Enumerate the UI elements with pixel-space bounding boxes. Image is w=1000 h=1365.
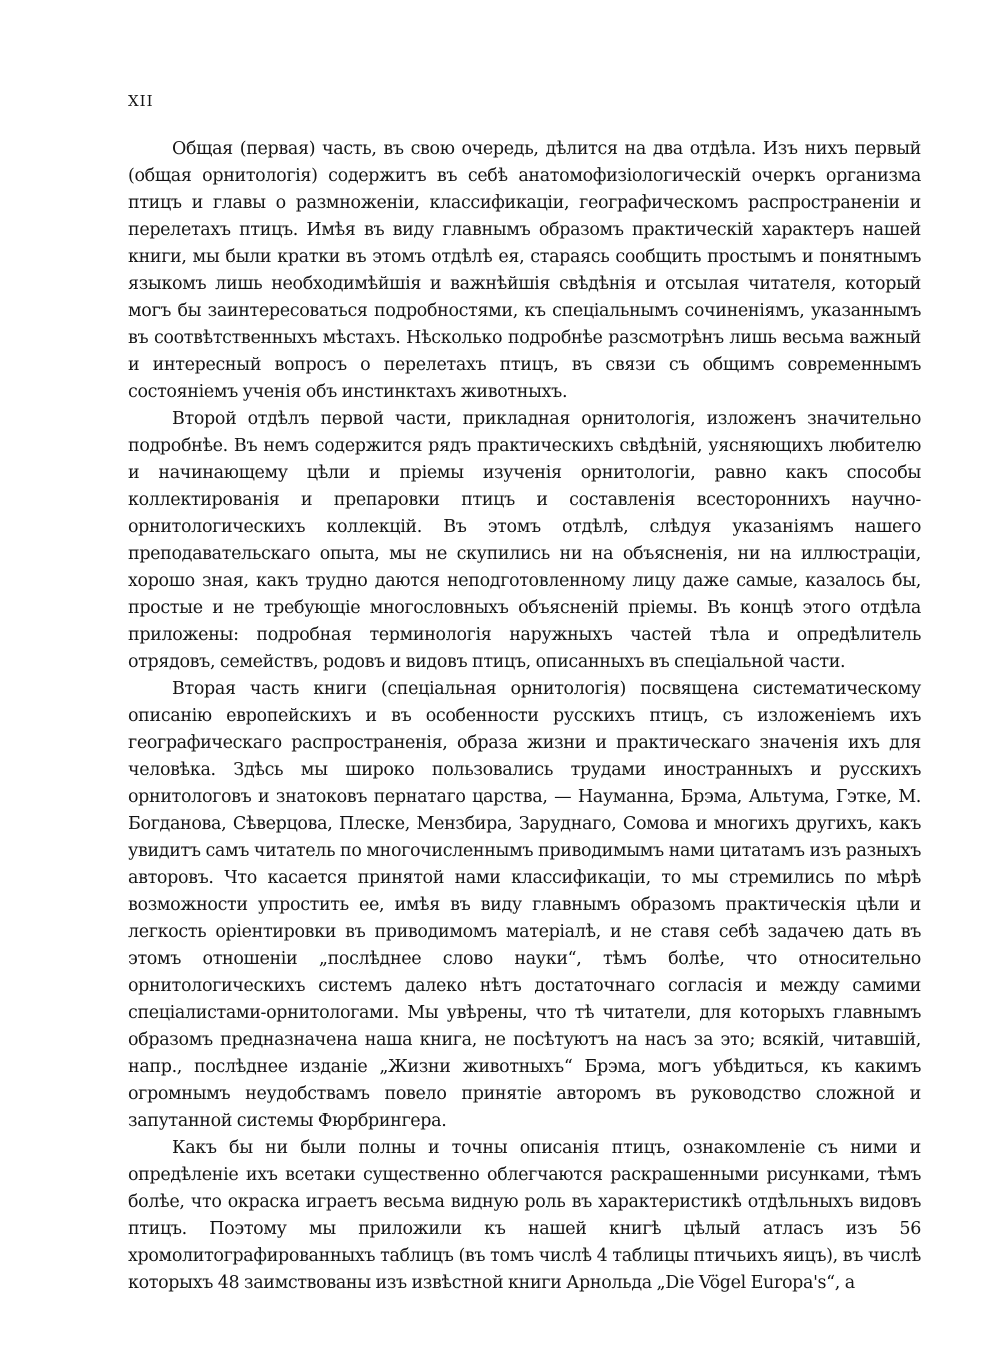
paragraph: Второй отдѣлъ первой части, прикладная орнитологія, изложенъ значительно подробнѣе. Въ немъ содержится рядъ практическихъ свѣдѣній, уясняющихъ любителю и начинающему цѣли и пріемы изученія орнитологіи, равно какъ способы коллектированія и препаровки птицъ и составленія всестороннихъ научно-орнитологическихъ коллекцій. Въ этомъ отдѣлѣ, слѣдуя указаніямъ нашего преподавательскаго опыта, мы не скупились ни на объясненія, ни на иллюстраціи, хорошо зная, какъ трудно даются неподготовленному лицу даже самые, казалось бы, простые и не требующіе многословныхъ объясненій пріемы. Въ концѣ этого отдѣла приложены: подробная терминологія наружныхъ частей тѣла и опредѣлитель отрядовъ, семействъ, родовъ и видовъ птицъ, описанныхъ въ спеціальной части. <box>128 409 921 672</box>
page-number: XII <box>128 92 154 110</box>
paragraph: Какъ бы ни были полны и точны описанія птицъ, ознакомленіе съ ними и опредѣленіе ихъ всетаки существенно облегчаются раскрашенными рисунками, тѣмъ болѣе, что окраска играетъ весьма видную роль въ характеристикѣ отдѣльныхъ видовъ птицъ. Поэтому мы приложили къ нашей книгѣ цѣлый атласъ изъ 56 хромолитографированныхъ таблицъ (въ томъ числѣ 4 таблицы птичьихъ яицъ), въ числѣ которыхъ 48 заимствованы изъ извѣстной книги Арнольда „Die Vögel Europa's“, а <box>128 1138 921 1293</box>
body-text <box>128 136 921 1297</box>
paragraph: Общая (первая) часть, въ свою очередь, дѣлится на два отдѣла. Изъ нихъ первый (общая орнитологія) содержитъ въ себѣ анатомофизіологическій очеркъ организма птицъ и главы о размноженіи, классификаціи, географическомъ распространеніи и перелетахъ птицъ. Имѣя въ виду главнымъ образомъ практическій характеръ нашей книги, мы были кратки въ этомъ отдѣлѣ ея, стараясь сообщить простымъ и понятнымъ языкомъ лишь необходимѣйшія и важнѣйшія свѣдѣнія и отсылая читателя, который могъ бы заинтересоваться подробностями, къ спеціальнымъ сочиненіямъ, указаннымъ въ соотвѣтственныхъ мѣстахъ. Нѣсколько подробнѣе разсмотрѣнъ лишь весьма важный и интересный вопросъ о перелетахъ птицъ, въ связи съ общимъ современнымъ состояніемъ ученія объ инстинктахъ животныхъ. <box>128 139 921 402</box>
paragraph: Вторая часть книги (спеціальная орнитологія) посвящена систематическому описанію европейскихъ и въ особенности русскихъ птицъ, съ изложеніемъ ихъ географическаго распространенія, образа жизни и практическаго значенія ихъ для человѣка. Здѣсь мы широко пользовались трудами иностранныхъ и русскихъ орнитологовъ и знатоковъ пернатаго царства, — Науманна, Брэма, Альтума, Гэтке, М. Богданова, Сѣверцова, Плеске, Мензбира, Заруднаго, Сомова и многихъ другихъ, какъ увидитъ самъ читатель по многочисленнымъ приводимымъ нами цитатамъ изъ разныхъ авторовъ. Что касается принятой нами классификаціи, то мы стремились по мѣрѣ возможности упростить ее, имѣя въ виду главнымъ образомъ практическія цѣли и легкость оріентировки въ приводимомъ матеріалѣ, и не ставя себѣ задачею дать въ этомъ отношеніи „послѣднее слово науки“, тѣмъ болѣе, что относительно орнитологическихъ системъ далеко нѣтъ достаточнаго согласія и между самими спеціалистами-орнитологами. Мы увѣрены, что тѣ читатели, для которыхъ главнымъ образомъ предназначена наша книга, не посѣтуютъ на насъ за это; всякій, читавшій, напр., послѣднее изданіе „Жизни животныхъ“ Брэма, могъ убѣдиться, къ какимъ огромнымъ неудобствамъ повело принятіе авторомъ въ руководство сложной и запутанной системы Фюрбрингера. <box>128 679 921 1131</box>
